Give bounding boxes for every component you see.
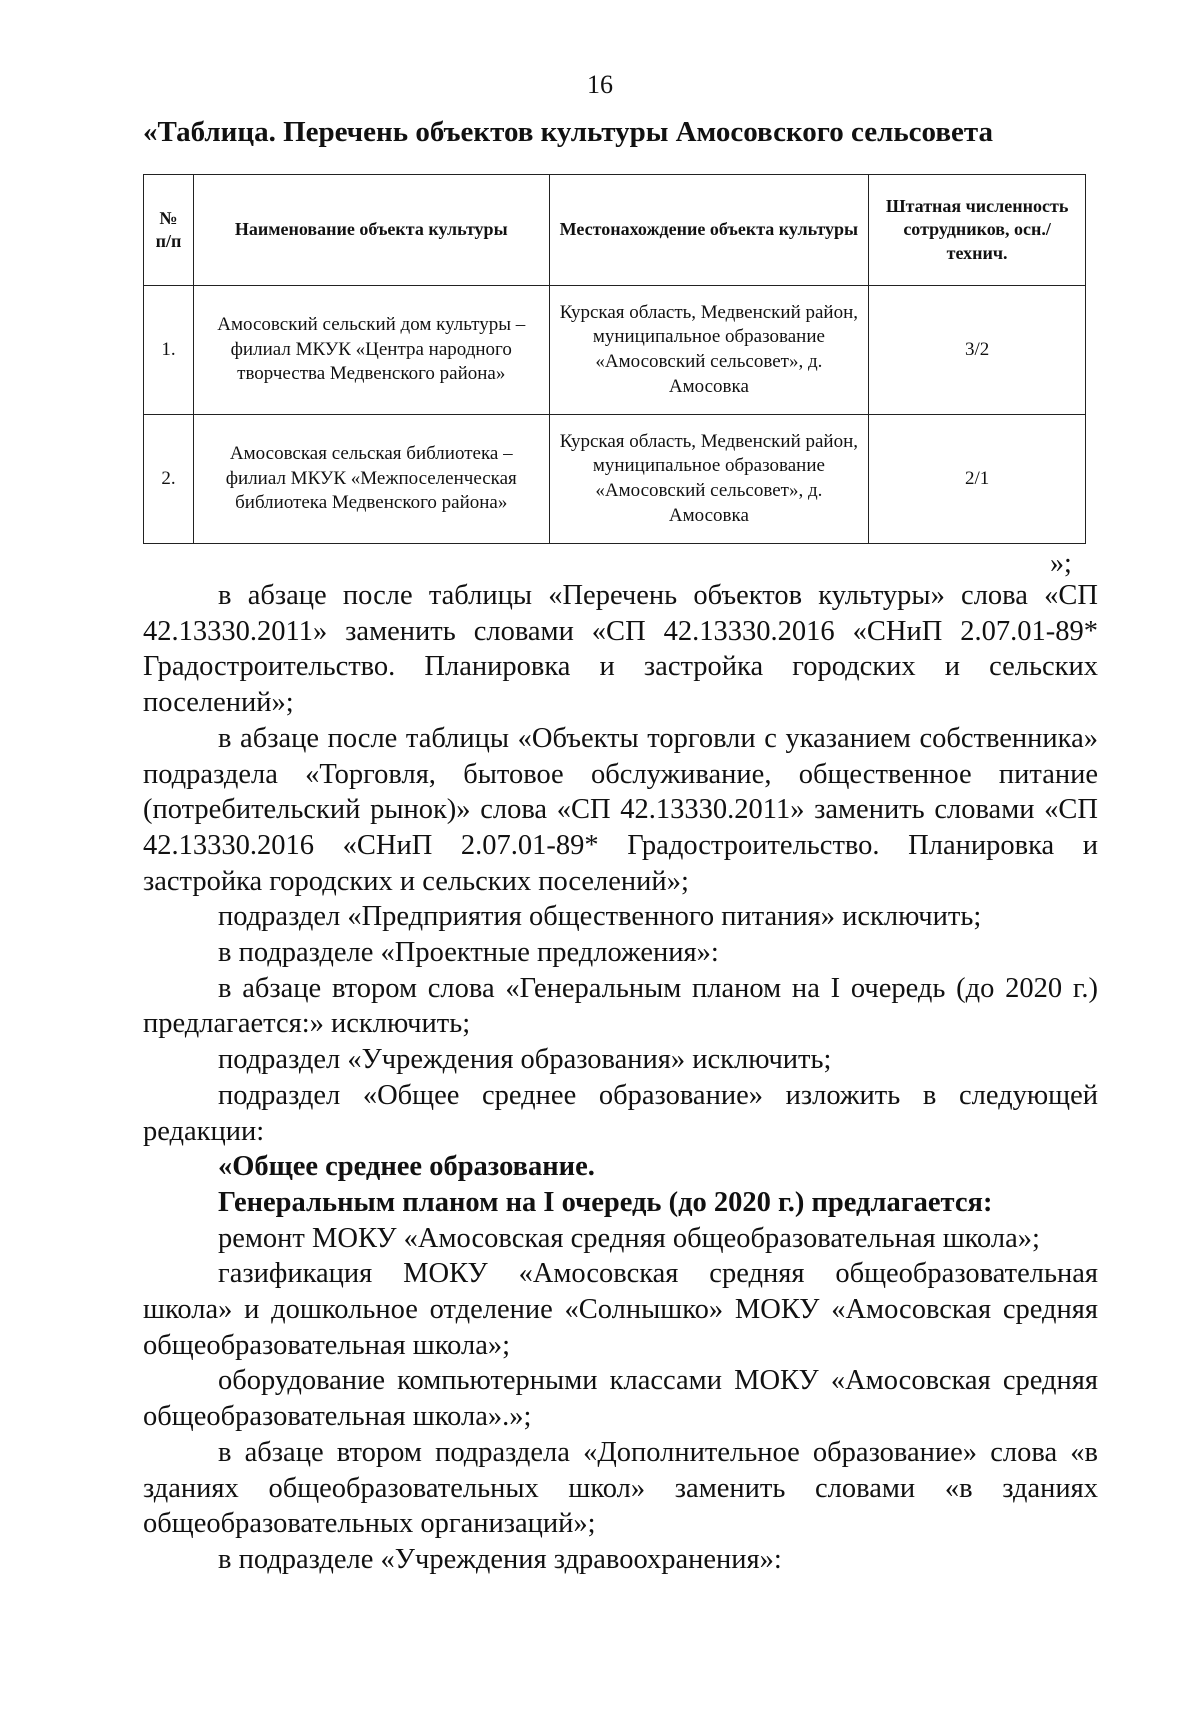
row-name: Амосовский сельский дом культуры – филиал МКУК «Центра народного творчества Медвенского района» [193, 286, 549, 415]
document-body [143, 578, 1098, 1578]
table-row [144, 415, 1086, 544]
row-staff: 2/1 [869, 415, 1086, 544]
section-subheading: Генеральным планом на I очередь (до 2020 г.) предлагается: [218, 1186, 993, 1218]
paragraph: в подразделе «Учреждения здравоохранения»: [218, 1543, 782, 1575]
culture-objects-table [143, 174, 1086, 544]
row-name: Амосовская сельская библиотека – филиал МКУК «Межпоселенческая библиотека Медвенского района» [193, 415, 549, 544]
row-location: Курская область, Медвенский район, муниципальное образование «Амосовский сельсовет», д. Амосовка [549, 415, 869, 544]
paragraph: газификация МОКУ «Амосовская средняя общеобразовательная школа» и дошкольное отделение «Солнышко» МОКУ «Амосовская средняя общеобразовательная школа»; [143, 1258, 1098, 1361]
table-title: «Таблица. Перечень объектов культуры Амосовского сельсовета [143, 116, 993, 148]
header-number: № п/п [144, 175, 194, 286]
paragraph: подраздел «Общее среднее образование» изложить в следующей редакции: [143, 1079, 1098, 1147]
row-number: 2. [144, 415, 194, 544]
paragraph: в абзаце втором подраздела «Дополнительное образование» слова «в зданиях общеобразовательных школ» заменить словами «в зданиях общеобразовательных организаций»; [143, 1436, 1098, 1540]
table-header-row [144, 175, 1086, 286]
page-number: 16 [587, 70, 613, 99]
row-staff: 3/2 [869, 286, 1086, 415]
paragraph: в абзаце после таблицы «Перечень объектов культуры» слова «СП 42.13330.2011» заменить словами «СП 42.13330.2016 «СНиП 2.07.01-89* Градостроительство. Планировка и застройка городских и сельских поселений»; [143, 580, 1098, 719]
header-staff: Штатная численность сотрудников, осн./технич. [869, 175, 1086, 286]
paragraph: подраздел «Учреждения образования» исключить; [218, 1044, 832, 1076]
row-location: Курская область, Медвенский район, муниципальное образование «Амосовский сельсовет», д. Амосовка [549, 286, 869, 415]
paragraph: в абзаце втором слова «Генеральным планом на I очередь (до 2020 г.) предлагается:» исключить; [143, 972, 1098, 1040]
paragraph: подраздел «Предприятия общественного питания» исключить; [218, 901, 982, 933]
paragraph: в абзаце после таблицы «Объекты торговли с указанием собственника» подраздела «Торговля, бытовое обслуживание, общественное питание (потребительский рынок)» слова «СП 42.13330.2011» заменить словами «СП 42.13330.2016 «СНиП 2.07.01-89* Градостроительство. Планировка и застройка городских и сельских поселений»; [143, 722, 1098, 897]
paragraph: в подразделе «Проектные предложения»: [218, 937, 719, 969]
header-location: Местонахождение объекта культуры [549, 175, 869, 286]
table-row [144, 286, 1086, 415]
paragraph: ремонт МОКУ «Амосовская средняя общеобразовательная школа»; [218, 1222, 1040, 1254]
section-heading: «Общее среднее образование. [218, 1151, 595, 1183]
table-close-quote: »; [1050, 548, 1072, 579]
header-name: Наименование объекта культуры [193, 175, 549, 286]
paragraph: оборудование компьютерными классами МОКУ «Амосовская средняя общеобразовательная школа».»; [143, 1365, 1098, 1433]
row-number: 1. [144, 286, 194, 415]
